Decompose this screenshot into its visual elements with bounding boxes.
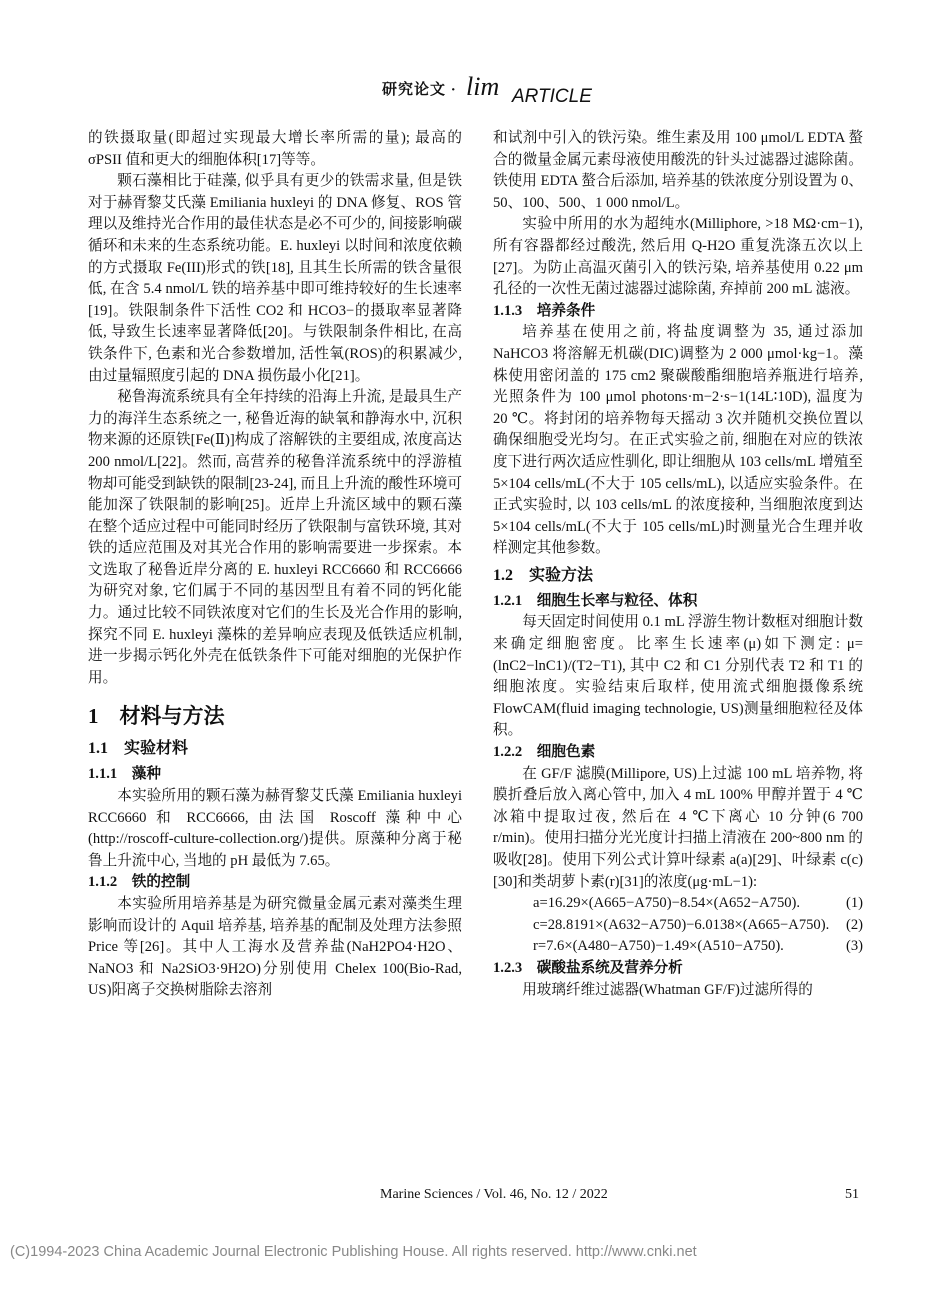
subsubsection-heading: 1.2.3 碳酸盐系统及营养分析 bbox=[493, 959, 683, 976]
equation-number: (3) bbox=[845, 938, 863, 955]
paragraph: 实验中所用的水为超纯水(Milliphore, >18 MΩ·cm−1), 所有容器都经过酸洗, 然后用 Q-H2O 重复洗涤五次以上[27]。为防止高温灭菌引入的铁污染, 培养基使用 0.22 μm 孔径的一次性无菌过滤器过滤除菌, 弃掉前 200 mL 滤液。 bbox=[493, 216, 863, 298]
paragraph: 的铁摄取量(即超过实现最大增长率所需的量); 最高的 σPSII 值和更大的细胞体积[17]等等。 bbox=[88, 130, 462, 168]
paragraph: 本实验所用的颗石藻为赫胥黎艾氏藻 Emiliania huxleyi RCC6660 和 RCC6666, 由法国 Roscoff 藻种中心(http://roscoff-culture-collection.org/)提供。原藻种分离于秘鲁上升流中心, 当地的 pH 最低为 7.65。 bbox=[88, 788, 462, 869]
copyright-notice: (C)1994-2023 China Academic Journal Electronic Publishing House. All rights reserved. http://www.cnki.net bbox=[10, 1244, 697, 1260]
journal-logo-text: ARTICLE bbox=[512, 86, 592, 107]
paragraph: 培养基在使用之前, 将盐度调整为 35, 通过添加 NaHCO3 将溶解无机碳(DIC)调整为 2 000 μmol·kg−1。藻株使用密闭盖的 175 cm2 聚碳酸酯细胞培养瓶进行培养, 光照条件为 100 μmol photons·m−2·s−1(14L∶10D), 温度为 20 ℃。将封闭的培养物每天摇动 3 次并随机交换位置以确保细胞受光均匀。在正式实验之前, 细胞在对应的铁浓度下进行两次适应性驯化, 即让细胞从 103 cells/mL 增殖至 5×104 cells/mL(不大于 105 cells/mL), 以适应实验条件。在正式实验时, 以 103 cells/mL 的浓度接种, 当细胞浓度到达 5×104 cells/mL(不大于 105 cells/mL)时测量光合生理并收样测定其他参数。 bbox=[493, 324, 863, 557]
equation-text: r=7.6×(A480−A750)−1.49×(A510−A750). bbox=[533, 938, 784, 955]
equation-number: (1) bbox=[845, 895, 863, 912]
paragraph: 秘鲁海流系统具有全年持续的沿海上升流, 是最具生产力的海洋生态系统之一, 秘鲁近海的缺氧和静海水中, 沉积物来源的还原铁[Fe(Ⅱ)]构成了溶解铁的主要组成, 浓度高达 200 nmol/L[22]。然而, 高营养的秘鲁洋流系统中的浮游植物却可能受到缺铁的限制[23-24], 而且上升流的酸性环境可能加深了铁限制的影响[25]。近岸上升流区域中的颗石藻在整个适应过程中可能同时经历了铁限制与富铁环境, 其对铁的适应范围及对其光合作用的影响需要进一步探索。本文选取了秘鲁近岸分离的 E. huxleyi RCC6660 和 RCC6666 为研究对象, 它们属于不同的基因型且有着不同的钙化能力。通过比较不同铁浓度对它们的生长及光合作用的影响, 探究不同 E. huxleyi 藻株的差异响应表现及低铁适应机制, 进一步揭示钙化外壳在低铁条件下可能对细胞的光保护作用。 bbox=[88, 389, 462, 686]
paragraph: 用玻璃纤维过滤器(Whatman GF/F)过滤所得的 bbox=[522, 981, 813, 998]
equation-text: c=28.8191×(A632−A750)−6.0138×(A665−A750). bbox=[533, 916, 830, 933]
subsubsection-heading: 1.1.2 铁的控制 bbox=[88, 874, 191, 891]
journal-citation: Marine Sciences / Vol. 46, No. 12 / 2022 bbox=[380, 1187, 608, 1202]
section-heading: 1 材料与方法 bbox=[88, 704, 225, 729]
subsubsection-heading: 1.2.1 细胞生长率与粒径、体积 bbox=[493, 592, 698, 609]
subsubsection-heading: 1.1.1 藻种 bbox=[88, 766, 161, 783]
paragraph: 颗石藻相比于硅藻, 似乎具有更少的铁需求量, 但是铁对于赫胥黎艾氏藻 Emiliania huxleyi 的 DNA 修复、ROS 管理以及维持光合作用的最佳状态是必不可少的, 间接影响碳循环和未来的生态系统功能。E. huxleyi 以时间和浓度依赖的方式摄取 Fe(III)形式的铁[18], 且其生长所需的铁含量很低, 在含 5.4 nmol/L 铁的培养基中即可维持较好的生长速率[19]。铁限制条件下活性 CO2 和 HCO3−的摄取率显著降低, 导致生长速率显著降低[20]。与铁限制条件相比, 在高铁条件下, 色素和光合参数增加, 活性氧(ROS)的积累减少, 由过量辐照度引起的 DNA 损伤最小化[21]。 bbox=[88, 173, 462, 384]
left-column bbox=[88, 128, 462, 1002]
equation-1 bbox=[493, 893, 863, 915]
subsubsection-heading: 1.1.3 培养条件 bbox=[493, 302, 596, 319]
section-label: 研究论文 · bbox=[382, 82, 457, 98]
equation-3 bbox=[493, 936, 863, 958]
equation-2 bbox=[493, 915, 863, 937]
journal-logo-mark: lim bbox=[466, 72, 500, 101]
subsection-heading: 1.2 实验方法 bbox=[493, 566, 594, 584]
subsubsection-heading: 1.2.2 细胞色素 bbox=[493, 744, 596, 761]
equation-text: a=16.29×(A665−A750)−8.54×(A652−A750). bbox=[533, 895, 801, 912]
paragraph: 每天固定时间使用 0.1 mL 浮游生物计数框对细胞计数来确定细胞密度。比率生长速率(μ)如下测定: μ=(lnC2−lnC1)/(T2−T1), 其中 C2 和 C1 分别代表 T2 和 T1 的细胞浓度。实验结束后取样, 使用流式细胞摄像系统 FlowCAM(fluid imaging technologie, US)测量细胞粒径及体积。 bbox=[493, 614, 863, 739]
paragraph: 在 GF/F 滤膜(Millipore, US)上过滤 100 mL 培养物, 将膜折叠后放入离心管中, 加入 4 mL 100% 甲醇并置于 4 ℃冰箱中提取过夜, 然后在 4 ℃下离心 10 分钟(6 700 r/min)。使用扫描分光光度计扫描上清液在 200~800 nm 的吸收[28]。使用下列公式计算叶绿素 a(a)[29]、叶绿素 c(c)[30]和类胡萝卜素(r)[31]的浓度(μg·mL−1): bbox=[493, 765, 863, 890]
subsection-heading: 1.1 实验材料 bbox=[88, 740, 189, 758]
paragraph: 本实验所用培养基是为研究微量金属元素对藻类生理影响而设计的 Aquil 培养基, 培养基的配制及处理方法参照 Price 等[26]。其中人工海水及营养盐(NaH2PO4·H2O、NaNO3 和 Na2SiO3·9H2O)分别使用 Chelex 100(Bio-Rad, US)阳离子交换树脂除去溶剂 bbox=[88, 896, 462, 999]
paragraph: 和试剂中引入的铁污染。维生素及用 100 μmol/L EDTA 螯合的微量金属元素母液使用酸洗的针头过滤器过滤除菌。铁使用 EDTA 螯合后添加, 培养基的铁浓度分别设置为 0、50、100、500、1 000 nmol/L。 bbox=[493, 130, 863, 211]
right-column bbox=[493, 128, 863, 1001]
page-number: 51 bbox=[845, 1187, 859, 1202]
running-header bbox=[0, 72, 950, 112]
equation-number: (2) bbox=[845, 916, 863, 933]
